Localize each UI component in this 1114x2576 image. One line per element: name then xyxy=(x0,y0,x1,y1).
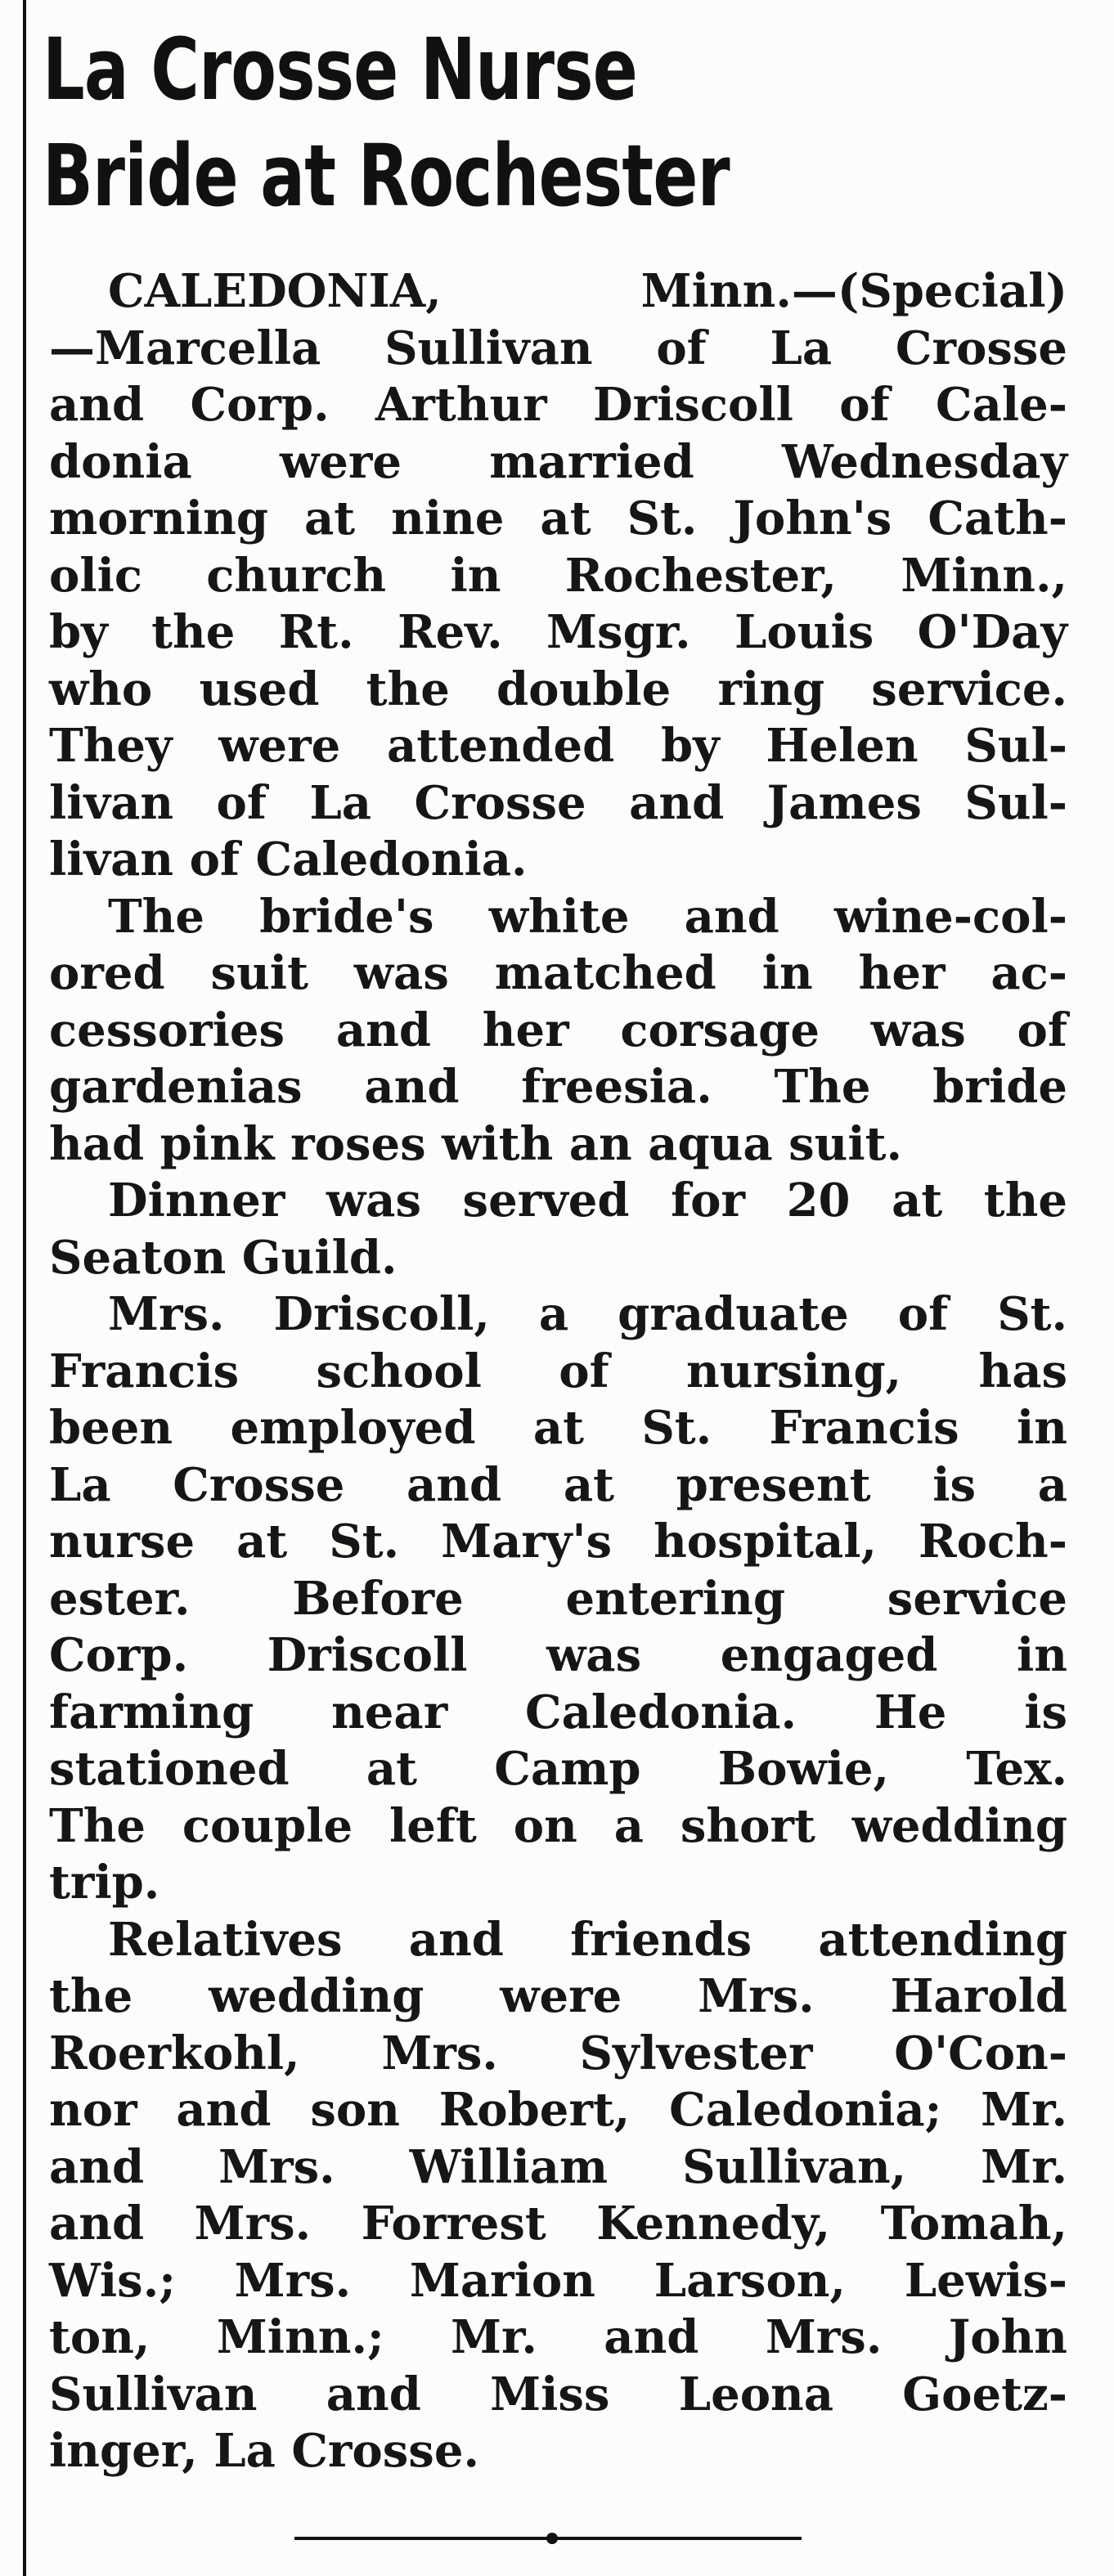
article-line: Corp. Driscoll was engaged in xyxy=(49,1628,1067,1682)
article-body xyxy=(49,263,1067,2480)
article-line: morning at nine at St. John's Cath- xyxy=(49,491,1067,545)
article-line: CALEDONIA, Minn.—(Special) xyxy=(108,264,1067,318)
article-line: nurse at St. Mary's hospital, Roch- xyxy=(49,1515,1067,1568)
article-line: Mrs. Driscoll, a graduate of St. xyxy=(108,1287,1067,1341)
article-line: cessories and her corsage was of xyxy=(49,1003,1067,1057)
article-line: and Mrs. William Sullivan, Mr. xyxy=(49,2139,1067,2194)
article-line: been employed at St. Francis in xyxy=(49,1401,1067,1455)
column-rule-left xyxy=(23,0,26,2576)
article-line: farming near Caledonia. He is xyxy=(49,1685,1067,1739)
article-line: and Corp. Arthur Driscoll of Cale- xyxy=(49,378,1067,432)
headline-line-2: Bride at Rochester xyxy=(43,126,730,226)
article-line: donia were married Wednesday xyxy=(49,434,1067,489)
article-line: Dinner was served for 20 at the xyxy=(108,1174,1067,1227)
article-line: nor and son Robert, Caledonia; Mr. xyxy=(49,2083,1067,2137)
article-line: Relatives and friends attending xyxy=(108,1912,1067,1967)
article-line: Sullivan and Miss Leona Goetz- xyxy=(49,2367,1067,2421)
article-line: livan of La Crosse and James Sul- xyxy=(49,775,1067,830)
article-line: The couple left on a short wedding xyxy=(49,1798,1067,1853)
article-line: Francis school of nursing, has xyxy=(49,1344,1067,1398)
article-line: the wedding were Mrs. Harold xyxy=(49,1969,1067,2023)
article-line: ester. Before entering service xyxy=(49,1571,1067,1626)
article-line: gardenias and freesia. The bride xyxy=(49,1060,1067,1114)
article-line: ored suit was matched in her ac- xyxy=(49,946,1067,1000)
article-line: Wis.; Mrs. Marion Larson, Lewis- xyxy=(49,2253,1067,2308)
article-line: by the Rt. Rev. Msgr. Louis O'Day xyxy=(49,605,1067,659)
headline xyxy=(43,16,847,229)
article-line: ton, Minn.; Mr. and Mrs. John xyxy=(49,2310,1067,2364)
article-line: Seaton Guild. xyxy=(49,1230,398,1285)
article-line: trip. xyxy=(49,1856,160,1910)
article-line: —Marcella Sullivan of La Crosse xyxy=(49,321,1067,375)
article-line: They were attended by Helen Sul- xyxy=(49,719,1067,773)
article-line: livan of Caledonia. xyxy=(49,832,528,886)
article-line: inger, La Crosse. xyxy=(49,2424,479,2478)
end-rule-ornament xyxy=(546,2533,558,2544)
article-line: The bride's white and wine-col- xyxy=(108,889,1067,944)
article-line: olic church in Rochester, Minn., xyxy=(49,548,1067,603)
article-line: La Crosse and at present is a xyxy=(49,1457,1067,1512)
article-line: stationed at Camp Bowie, Tex. xyxy=(49,1742,1067,1796)
article-line: who used the double ring service. xyxy=(49,662,1067,716)
article-line: had pink roses with an aqua suit. xyxy=(49,1116,902,1171)
headline-line-1: La Crosse Nurse xyxy=(43,20,638,119)
article-line: and Mrs. Forrest Kennedy, Tomah, xyxy=(49,2197,1067,2251)
article-line: Roerkohl, Mrs. Sylvester O'Con- xyxy=(49,2026,1067,2080)
